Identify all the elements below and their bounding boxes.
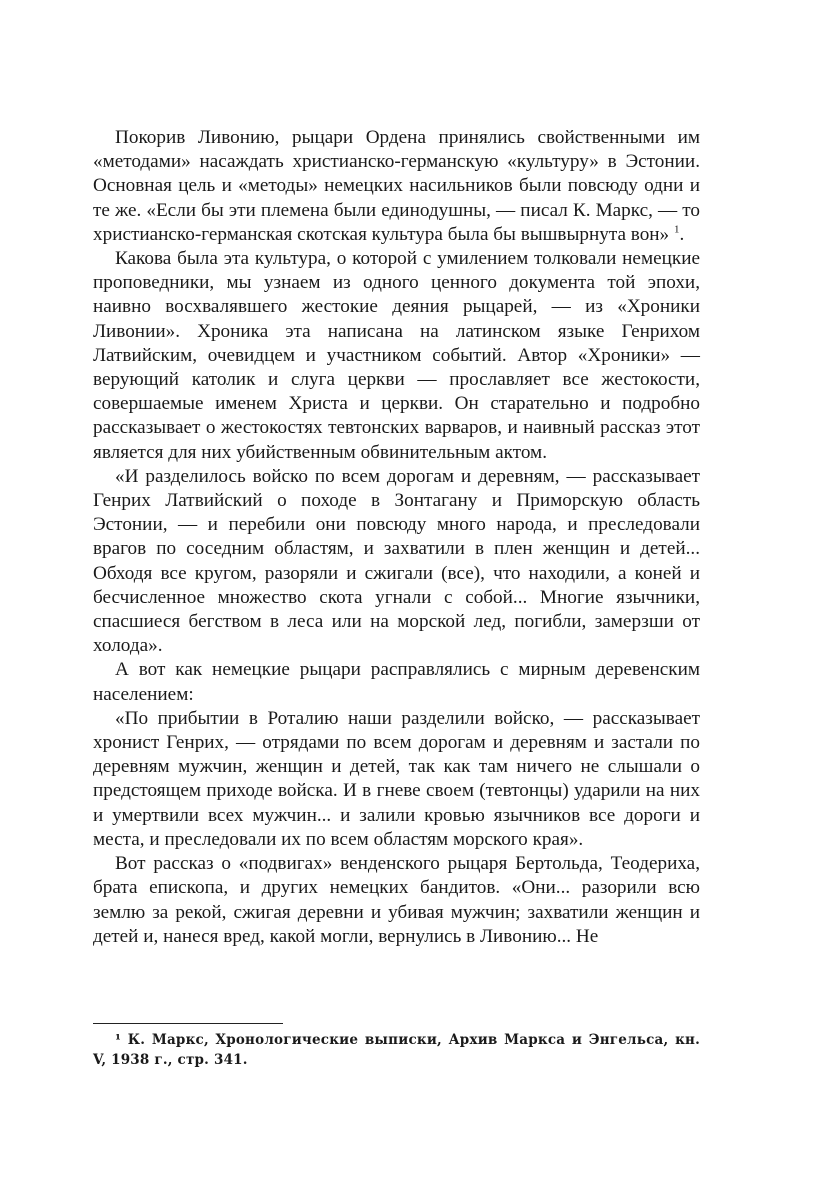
footnote-reference: 1	[673, 223, 680, 236]
paragraph-4: А вот как немецкие рыцари расправлялись с мирным деревенским населением:	[93, 659, 700, 705]
main-text	[93, 126, 700, 949]
footnote: ¹ К. Маркс, Хронологические выписки, Архив Маркса и Энгельса, кн. V, 1938 г., стр. 341.	[93, 1032, 700, 1068]
paragraph-1-text: Покорив Ливонию, рыцари Ордена принялись свойственными им «методами» насаждать христианско-германскую «культуру» в Эстонии. Основная цель и «методы» немецких насильников были повсюду одни и те же. «Если бы эти племена были единодушны, — писал К. Маркс, — то христианско-германская скотская культура была бы вышвырнута вон»	[93, 127, 700, 245]
footnote-divider	[93, 1023, 283, 1024]
paragraph-5: «По прибытии в Роталию наши разделили войско, — рассказывает хронист Генрих, — отрядами по всем дорогам и деревням и застали по деревням мужчин, женщин и детей, так как там ничего не слышали о предстоящем приходе войска. И в гневе своем (тевтонцы) ударили на них и умертвили всех мужчин... и залили кровью язычников все дороги и места, и преследовали их по всем областям морского края».	[93, 707, 700, 850]
paragraph-2: Какова была эта культура, о которой с умилением толковали немецкие проповедники, мы узнаем из одного ценного документа той эпохи, наивно восхвалявшего жестокие деяния рыцарей, — из «Хроники Ливонии». Хроника эта написана на латинском языке Генрихом Латвийским, очевидцем и участником событий. Автор «Хроники» — верующий католик и слуга церкви — прославляет все жестокости, совершаемые именем Христа и церкви. Он старательно и подробно рассказывает о жестокостях тевтонских варваров, и наивный рассказ этот является для них убийственным обвинительным актом.	[93, 248, 700, 463]
paragraph-6: Вот рассказ о «подвигах» венденского рыцаря Бертольда, Теодериха, брата епископа, и других немецких бандитов. «Они... разорили всю землю за рекой, сжигая деревни и убивая мужчин; захватили женщин и детей и, нанеся вред, какой могли, вернулись в Ливонию... Не	[93, 853, 700, 947]
paragraph-3: «И разделилось войско по всем дорогам и деревням, — рассказывает Генрих Латвийский о походе в Зонтагану и Приморскую область Эстонии, — и перебили они повсюду много народа, и преследовали врагов по соседним областям, и захватили в плен женщин и детей... Обходя все кругом, разоряли и сжигали (все), что находили, а коней и бесчисленное множество скота угнали с собой... Многие язычники, спасшиеся бегством в леса или на морской лед, погибли, замерзши от холода».	[93, 465, 700, 657]
paragraph-1: Покорив Ливонию, рыцари Ордена принялись свойственными им «методами» насаждать христианско-германскую «культуру» в Эстонии. Основная цель и «методы» немецких насильников были повсюду одни и те же. «Если бы эти племена были единодушны, — писал К. Маркс, — то христианско-германская скотская культура была бы вышвырнута вон» $^1$.	[93, 127, 700, 245]
